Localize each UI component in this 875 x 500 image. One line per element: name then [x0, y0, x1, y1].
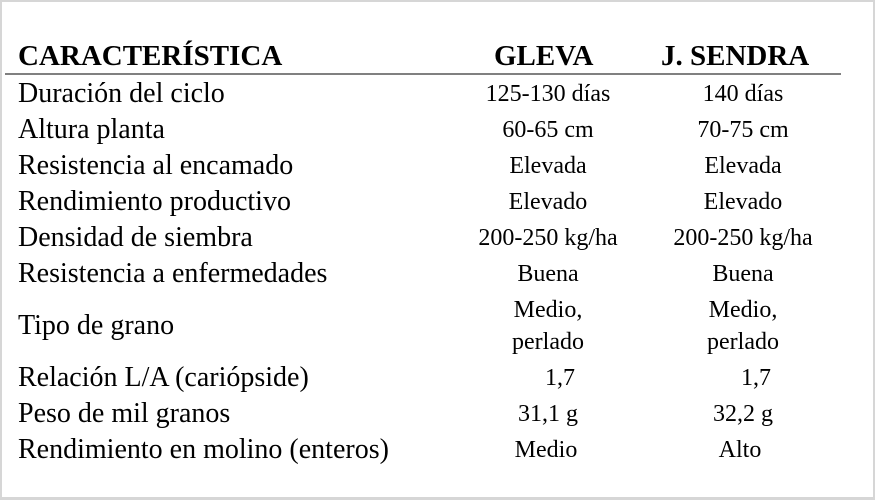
sendra-value: Medio, [708, 297, 778, 323]
gleva-value: Medio, [513, 297, 583, 323]
gleva-value: Buena [517, 261, 579, 287]
row-label: Tipo de grano [18, 310, 175, 341]
document-page [2, 2, 873, 497]
header-gleva: GLEVA [494, 40, 594, 72]
gleva-value: 125-130 días [485, 81, 611, 107]
row-label: Densidad de siembra [18, 222, 253, 253]
gleva-value: 31,1 g [518, 401, 578, 427]
sendra-value: Elevada [704, 153, 782, 179]
gleva-value: Elevado [508, 189, 588, 215]
row-label: Resistencia a enfermedades [18, 258, 328, 289]
row-label: Altura planta [18, 114, 165, 145]
sendra-value: Alto [718, 437, 762, 463]
row-label: Resistencia al encamado [18, 150, 294, 181]
sendra-value: Elevado [703, 189, 783, 215]
row-label: Relación L/A (cariópside) [18, 362, 309, 393]
row-label: Duración del ciclo [18, 78, 225, 109]
row-label: Rendimiento en molino (enteros) [18, 434, 389, 465]
gleva-value: 200-250 kg/ha [478, 225, 618, 251]
sendra-value: 1,7 [741, 365, 771, 391]
row-label: Peso de mil granos [18, 398, 231, 429]
gleva-value: Medio [514, 437, 578, 463]
gleva-value: 60-65 cm [502, 117, 594, 143]
sendra-value: 70-75 cm [697, 117, 789, 143]
sendra-value: 32,2 g [713, 401, 773, 427]
header-characteristic: CARACTERÍSTICA [18, 40, 283, 72]
sendra-value-line2: perlado [707, 329, 779, 355]
header-rule [5, 73, 841, 75]
gleva-value: 1,7 [545, 365, 575, 391]
gleva-value: Elevada [509, 153, 587, 179]
gleva-value-line2: perlado [512, 329, 584, 355]
sendra-value: 140 días [702, 81, 784, 107]
sendra-value: 200-250 kg/ha [673, 225, 813, 251]
row-label: Rendimiento productivo [18, 186, 291, 217]
header-j-sendra: J. SENDRA [661, 40, 810, 72]
sendra-value: Buena [712, 261, 774, 287]
